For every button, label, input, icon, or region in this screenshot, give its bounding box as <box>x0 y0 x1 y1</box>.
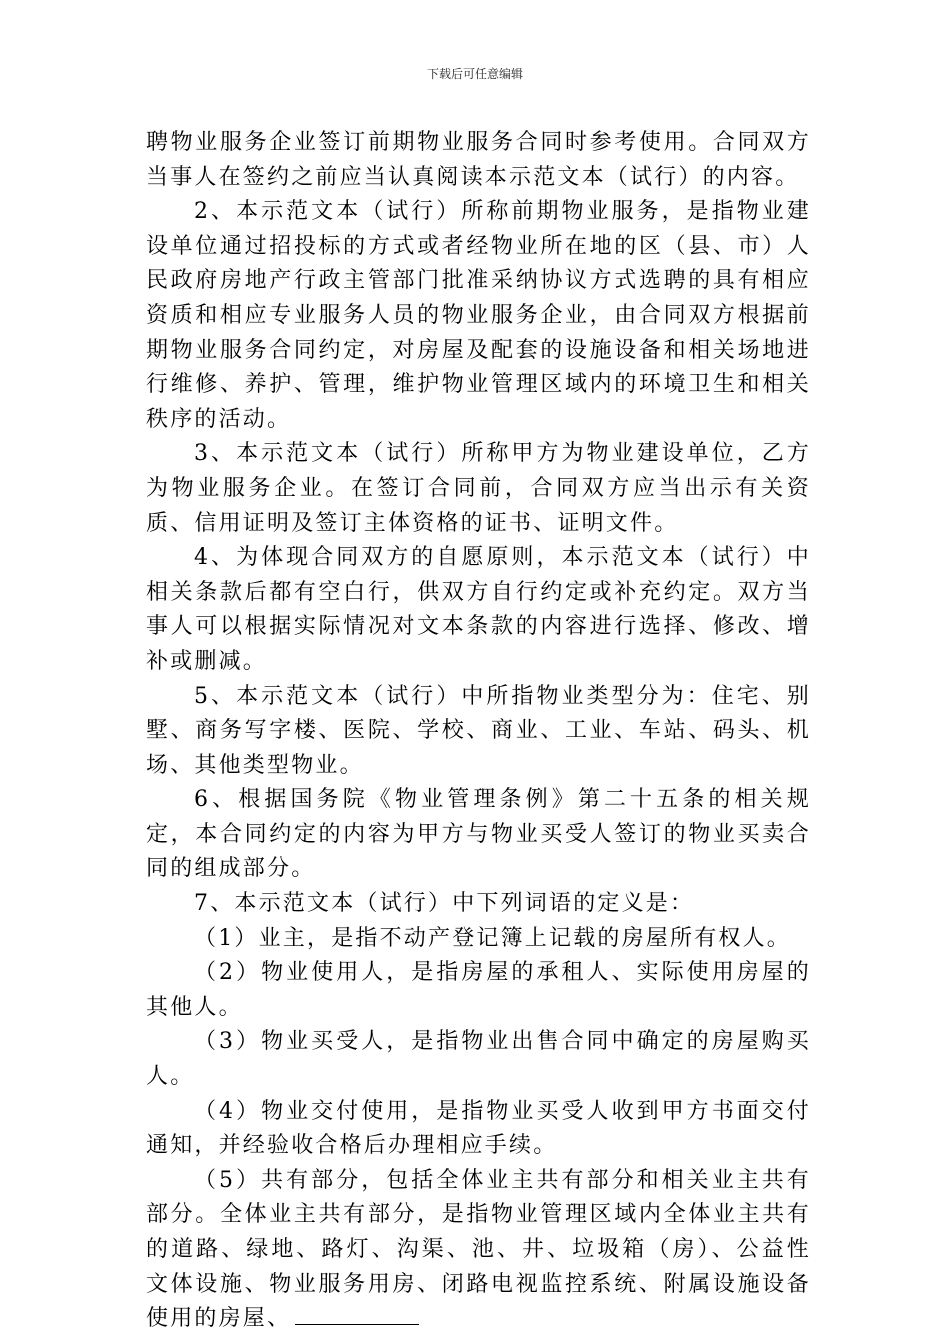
page-header: 下载后可任意编辑 <box>426 67 523 81</box>
paragraph-item-6: 6、根据国务院《物业管理条例》第二十五条的相关规定，本合同约定的内容为甲方与物业买受人签订的物业买卖合同的组成部分。 <box>146 787 811 882</box>
definition-4: （4）物业交付使用，是指物业买受人收到甲方书面交付通知，并经验收合格后办理相应手续。 <box>146 1098 811 1159</box>
paragraph-item-7: 7、本示范文本（试行）中下列词语的定义是： <box>194 891 695 917</box>
definition-5-text: （5）共有部分，包括全体业主共有部分和相关业主共有部分。全体业主共有部分，是指物业管理区域内全体业主共有的道路、绿地、路灯、沟渠、池、井、垃圾箱（房）、公益性文体设施、物业服务用房、闭路电视监控系统、附属设施设备使用的房屋、 <box>146 1167 811 1332</box>
fill-in-blank-line <box>295 1302 419 1325</box>
definition-2: （2）物业使用人，是指房屋的承租人、实际使用房屋的其他人。 <box>146 960 811 1020</box>
paragraph-intro-continued: 聘物业服务企业签订前期物业服务合同时参考使用。合同双方当事人在签约之前应当认真阅读本示范文本（试行）的内容。 <box>146 130 811 190</box>
definition-1: （1）业主，是指不动产登记簿上记载的房屋所有权人。 <box>194 925 791 951</box>
paragraph-item-5: 5、本示范文本（试行）中所指物业类型分为：住宅、别墅、商务写字楼、医院、学校、商业、工业、车站、码头、机场、其他类型物业。 <box>146 683 811 778</box>
paragraph-item-2: 2、本示范文本（试行）所称前期物业服务，是指物业建设单位通过招投标的方式或者经物业所在地的区（县、市）人民政府房地产行政主管部门批准采纳协议方式选聘的具有相应资质和相应专业服务人员的物业服务企业，由合同双方根据前期物业服务合同约定，对房屋及配套的设施设备和相关场地进行维修、养护、管理，维护物业管理区域内的环境卫生和相关秩序的活动。 <box>146 199 811 432</box>
paragraph-item-3: 3、本示范文本（试行）所称甲方为物业建设单位，乙方为物业服务企业。在签订合同前，合同双方应当出示有关资质、信用证明及签订主体资格的证书、证明文件。 <box>146 441 811 536</box>
definition-3: （3）物业买受人，是指物业出售合同中确定的房屋购买人。 <box>146 1029 811 1090</box>
paragraph-item-4: 4、为体现合同双方的自愿原则，本示范文本（试行）中相关条款后都有空白行，供双方自行约定或补充约定。双方当事人可以根据实际情况对文本条款的内容进行选择、修改、增补或删减。 <box>146 545 811 674</box>
definition-5 <box>146 1164 811 1337</box>
document-body <box>146 126 811 1337</box>
